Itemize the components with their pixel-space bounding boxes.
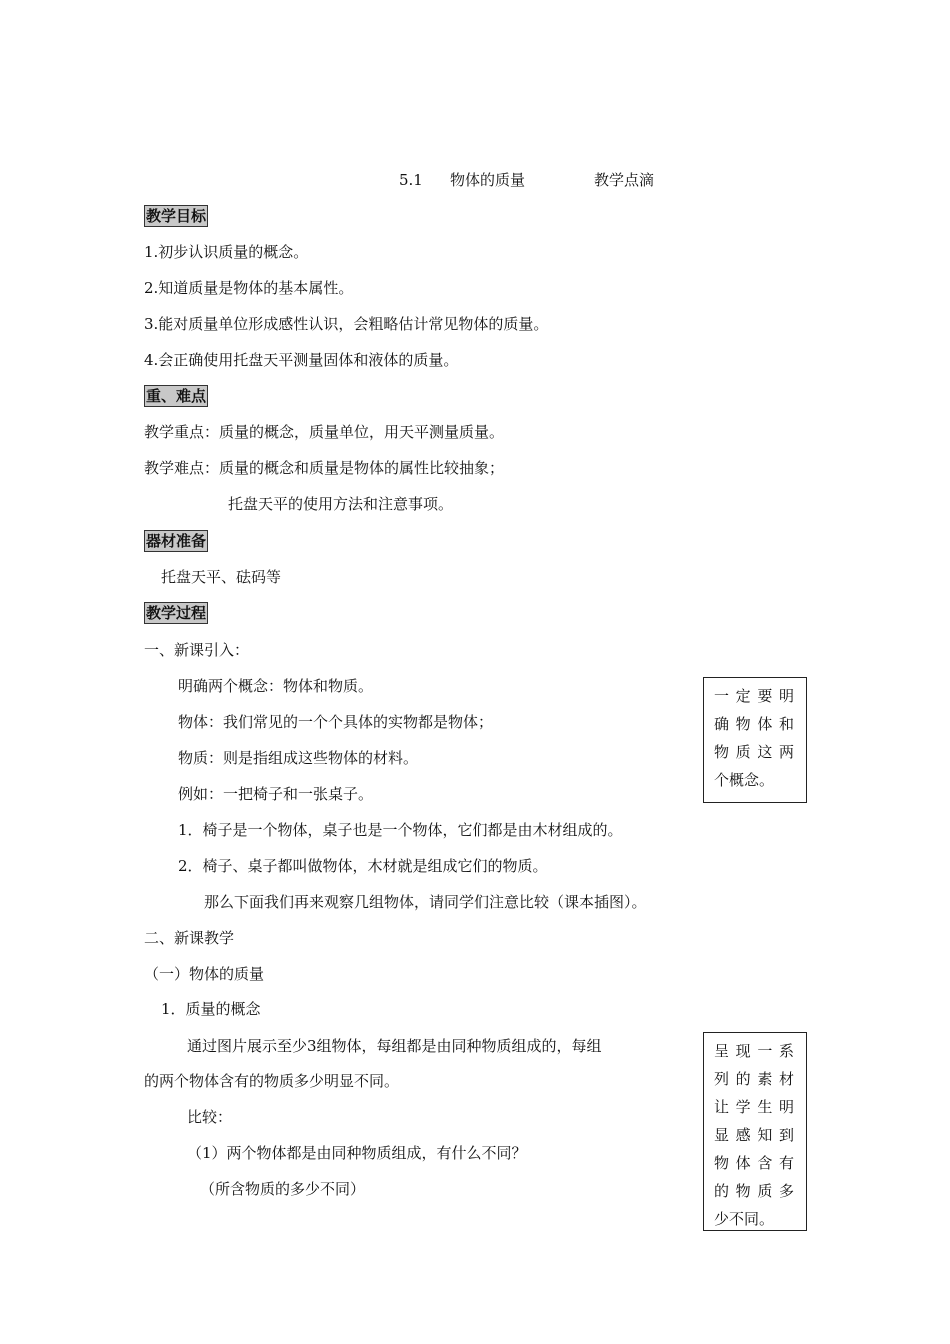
- part2-paragraph: 通过图片展示至少3组物体，每组都是由同种物质组成的，每组: [187, 1037, 602, 1055]
- heading-objectives: 教学目标: [146, 207, 207, 225]
- title-name: 物体的质量: [450, 171, 526, 189]
- note-line: 物体含有: [714, 1154, 796, 1172]
- note-line: 物质这两: [714, 743, 796, 761]
- part2-answer: （所含物质的多少不同）: [200, 1180, 366, 1198]
- part2-paragraph-cont: 的两个物体含有的物质多少明显不同。: [144, 1072, 400, 1090]
- note-line: 个概念。: [714, 771, 775, 789]
- note-line: 少不同。: [714, 1210, 775, 1228]
- heading-materials: 器材准备: [146, 532, 207, 550]
- key-point-text: 教学重点：质量的概念，质量单位，用天平测量质量。: [144, 423, 505, 441]
- note-line: 显感知到: [714, 1126, 796, 1144]
- part2-compare: 比较：: [187, 1108, 233, 1126]
- heading-process: 教学过程: [146, 604, 207, 622]
- part1-line: 例如：一把椅子和一张桌子。: [178, 785, 374, 803]
- note-line: 一定要明: [714, 687, 796, 705]
- part1-line: 物质：则是指组成这些物体的材料。: [178, 749, 419, 767]
- part1-line: 1．椅子是一个物体，桌子也是一个物体，它们都是由木材组成的。: [178, 821, 623, 839]
- part1-line: 那么下面我们再来观察几组物体，请同学们注意比较（课本插图）。: [204, 893, 647, 911]
- objective-item: 3.能对质量单位形成感性认识，会粗略估计常见物体的质量。: [144, 315, 549, 333]
- part1-title: 一、新课引入：: [144, 641, 250, 659]
- margin-note-concepts: [703, 677, 807, 803]
- margin-note-materials: [703, 1032, 807, 1231]
- materials-text: 托盘天平、砝码等: [161, 568, 282, 586]
- title-section-number: 5.1: [399, 171, 423, 189]
- difficulty-text: 教学难点：质量的概念和质量是物体的属性比较抽象；: [144, 459, 505, 477]
- part2-question: （1）两个物体都是由同种物质组成，有什么不同？: [187, 1144, 527, 1162]
- note-line: 呈现一系: [714, 1042, 796, 1060]
- part1-line: 物体：我们常见的一个个具体的实物都是物体；: [178, 713, 494, 731]
- note-line: 的物质多: [714, 1182, 796, 1200]
- part2-title: 二、新课教学: [144, 929, 235, 947]
- note-line: 列的素材: [714, 1070, 796, 1088]
- difficulty-continued: 托盘天平的使用方法和注意事项。: [228, 495, 454, 513]
- part1-line: 明确两个概念：物体和物质。: [178, 677, 374, 695]
- heading-key-points: 重、难点: [146, 387, 207, 405]
- part2-subsection: （一）物体的质量: [144, 965, 265, 983]
- title-tag: 教学点滴: [594, 171, 655, 189]
- part2-subsubsection: 1．质量的概念: [161, 1000, 261, 1018]
- part1-line: 2．椅子、桌子都叫做物体，木材就是组成它们的物质。: [178, 857, 548, 875]
- note-line: 让学生明: [714, 1098, 796, 1116]
- note-line: 确物体和: [714, 715, 796, 733]
- objective-item: 2.知道质量是物体的基本属性。: [144, 279, 354, 297]
- objective-item: 4.会正确使用托盘天平测量固体和液体的质量。: [144, 351, 459, 369]
- objective-item: 1.初步认识质量的概念。: [144, 243, 309, 261]
